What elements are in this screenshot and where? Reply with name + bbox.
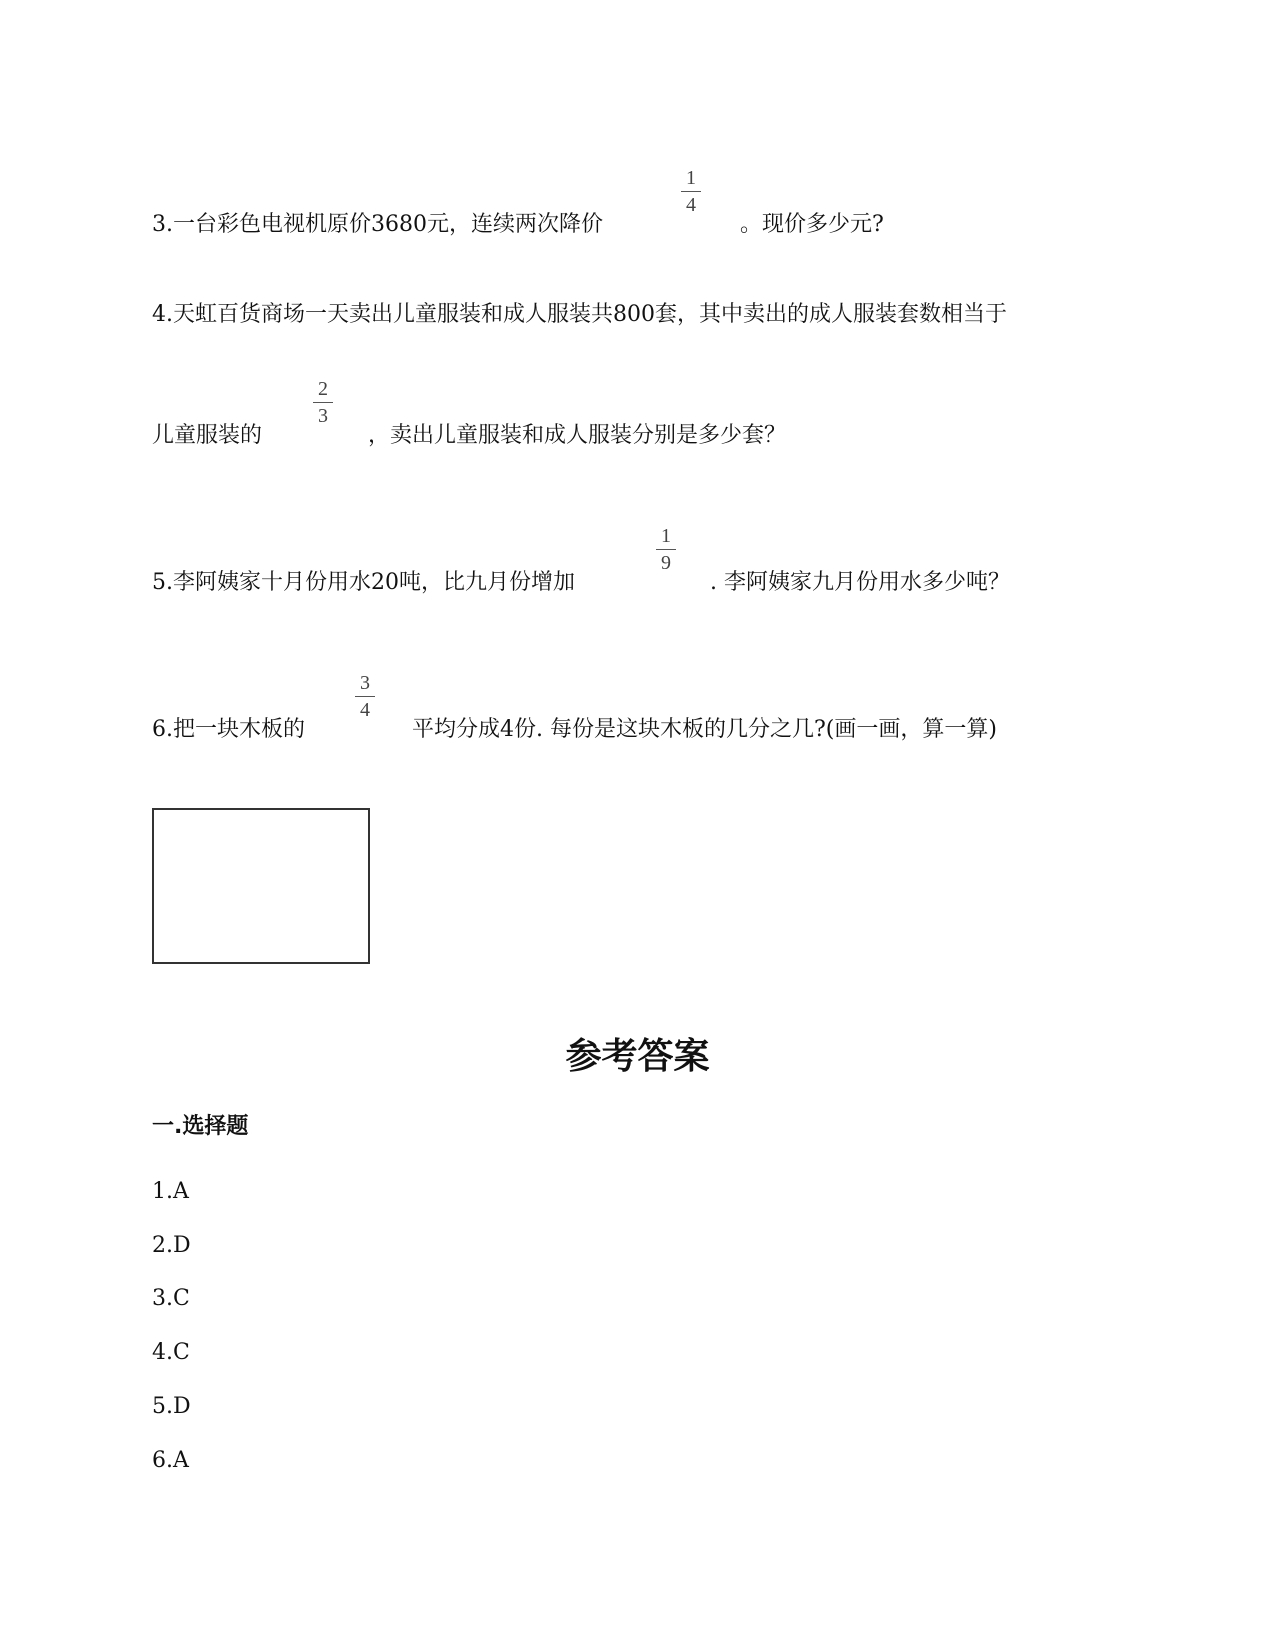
- fraction-bar: [681, 191, 701, 192]
- q5-text-after: . 李阿姨家九月份用水多少吨？: [710, 570, 1010, 595]
- q6-fraction-denominator: 4: [360, 699, 370, 721]
- answer-item: 3.C: [152, 1286, 190, 1311]
- q5-fraction: [655, 525, 677, 574]
- q6-fraction-numerator: 3: [360, 672, 370, 694]
- q3-text-before: 3.一台彩色电视机原价3680元，连续两次降价: [152, 212, 603, 237]
- q4-fraction-numerator: 2: [318, 378, 328, 400]
- q4-fraction-denominator: 3: [318, 405, 328, 427]
- q4-text-line1: 4.天虹百货商场一天卖出儿童服装和成人服装共800套，其中卖出的成人服装套数相当于: [152, 302, 1007, 327]
- q5-fraction-numerator: 1: [661, 525, 671, 547]
- answer-item: 4.C: [152, 1340, 190, 1365]
- q3-text-after: 。现价多少元?: [740, 212, 884, 237]
- q6-fraction: [354, 672, 376, 721]
- q4-text-after: ，卖出儿童服装和成人服装分别是多少套？: [368, 423, 787, 448]
- q5-fraction-denominator: 9: [661, 552, 671, 574]
- answer-item: 6.A: [152, 1448, 189, 1473]
- answer-key-title: 参考答案: [565, 1036, 710, 1077]
- q3-fraction-numerator: 1: [686, 167, 696, 189]
- q3-fraction-denominator: 4: [686, 194, 696, 216]
- answer-item: 1.A: [152, 1179, 189, 1204]
- q3-fraction: [680, 167, 702, 216]
- q4-text-before: 儿童服装的: [152, 423, 263, 448]
- q4-fraction: [312, 378, 334, 427]
- q5-text-before: 5.李阿姨家十月份用水20吨，比九月份增加: [152, 570, 575, 595]
- answer-item: 2.D: [152, 1233, 191, 1258]
- answer-item: 5.D: [152, 1394, 191, 1419]
- section-heading-multiple-choice: 一.选择题: [152, 1114, 249, 1139]
- q6-text-after: 平均分成4份. 每份是这块木板的几分之几?(画一画，算一算): [412, 717, 997, 742]
- fraction-bar: [355, 696, 375, 697]
- fraction-bar: [656, 549, 676, 550]
- fraction-bar: [313, 402, 333, 403]
- drawing-rectangle: [152, 808, 370, 964]
- q6-text-before: 6.把一块木板的: [152, 717, 305, 742]
